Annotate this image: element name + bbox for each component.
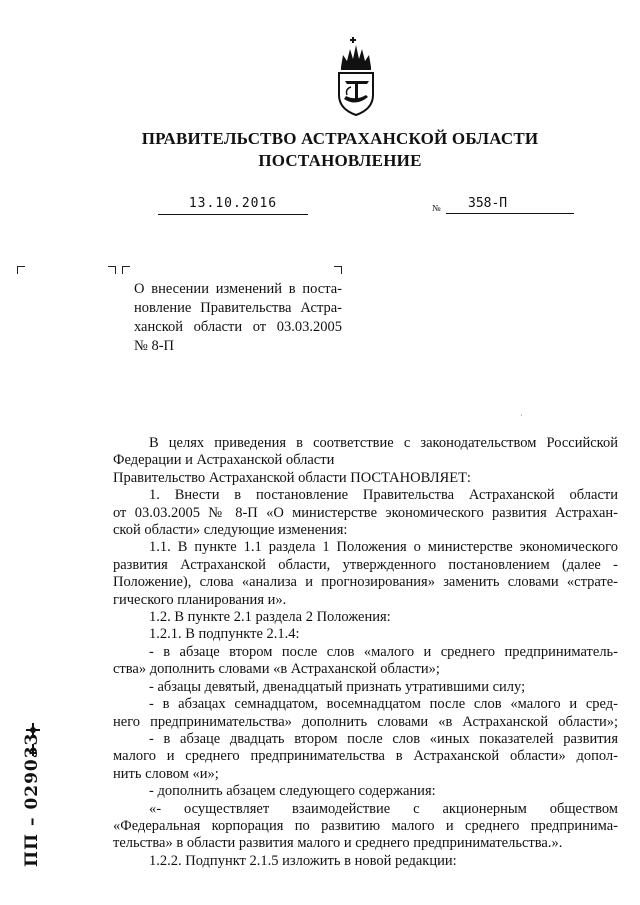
body-line: нить словом «и»; — [113, 765, 219, 782]
subject-line: О внесении изменений в поста- — [134, 281, 342, 297]
body-line: него предпринимательства» дополнить словами «в Астраханской области»; — [113, 713, 618, 730]
body-line: - в абзаце двадцать втором после слов «иных показателей развития — [149, 730, 618, 747]
body-line: 1.2. В пункте 2.1 раздела 2 Положения: — [149, 609, 391, 626]
decree-date: 13.10.2016 — [158, 196, 308, 215]
subject-line: ханской области от 03.03.2005 — [134, 319, 342, 335]
body-line: Федерации и Астраханской области — [113, 452, 335, 469]
body-line: гического планирования и». — [113, 591, 287, 608]
decree-subject — [134, 280, 342, 356]
subject-line: № 8-П — [134, 338, 175, 354]
document-type-title: ПОСТАНОВЛЕНИЕ — [258, 151, 422, 170]
decree-number: 358-П — [446, 196, 574, 214]
body-line: 1.2.1. В подпункте 2.1.4: — [149, 626, 300, 643]
coat-of-arms-emblem — [331, 37, 381, 117]
corner-mark — [108, 266, 116, 274]
body-line: - в абзацах семнадцатом, восемнадцатом после слов «малого и сред- — [149, 696, 618, 713]
body-line: - в абзаце втором после слов «малого и среднего предприниматель- — [149, 643, 618, 660]
body-line: - дополнить абзацем следующего содержания: — [149, 783, 436, 800]
body-line: 1.2.2. Подпункт 2.1.5 изложить в новой редакции: — [149, 852, 457, 869]
decree-body — [113, 435, 618, 870]
subject-line: новление Правительства Астра- — [134, 300, 342, 316]
body-line: «Федеральная корпорация по развитию малого и среднего предпринима- — [113, 817, 618, 834]
body-line: Правительство Астраханской области ПОСТАНОВЛЯЕТ: — [113, 469, 471, 486]
stamp-number: ПП – 029033 — [22, 732, 42, 867]
corner-mark — [334, 266, 342, 274]
registration-stamp — [21, 722, 45, 892]
body-line: Положение), слова «анализа и прогнозирования» заменить словами «страте- — [113, 574, 618, 591]
body-line: 1.1. В пункте 1.1 раздела 1 Положения о министерстве экономического — [149, 539, 618, 556]
body-line: ства» дополнить словами «в Астраханской области»; — [113, 661, 440, 678]
body-line: В целях приведения в соответствие с законодательством Российской — [149, 435, 618, 451]
scan-dot: · — [520, 411, 523, 420]
body-line: ской области» следующие изменения: — [113, 522, 348, 539]
corner-mark — [122, 266, 130, 274]
corner-mark — [17, 266, 25, 274]
government-title: ПРАВИТЕЛЬСТВО АСТРАХАНСКОЙ ОБЛАСТИ — [141, 129, 539, 148]
number-label: № — [432, 203, 441, 213]
body-line: малого и среднего предпринимательства в Астраханской области» допол- — [113, 748, 618, 765]
body-line: - абзацы девятый, двенадцатый признать утратившими силу; — [149, 678, 526, 695]
body-line: тельства» в области развития малого и среднего предпринимательства.». — [113, 835, 563, 852]
body-line: от 03.03.2005 № 8-П «О министерстве экономического развития Астрахан- — [113, 504, 618, 521]
body-line: «- осуществляет взаимодействие с акционерным обществом — [149, 800, 618, 817]
body-line: 1. Внести в постановление Правительства Астраханской области — [149, 487, 618, 504]
body-line: развития Астраханской области, утвержденного постановлением (далее - — [113, 556, 618, 573]
